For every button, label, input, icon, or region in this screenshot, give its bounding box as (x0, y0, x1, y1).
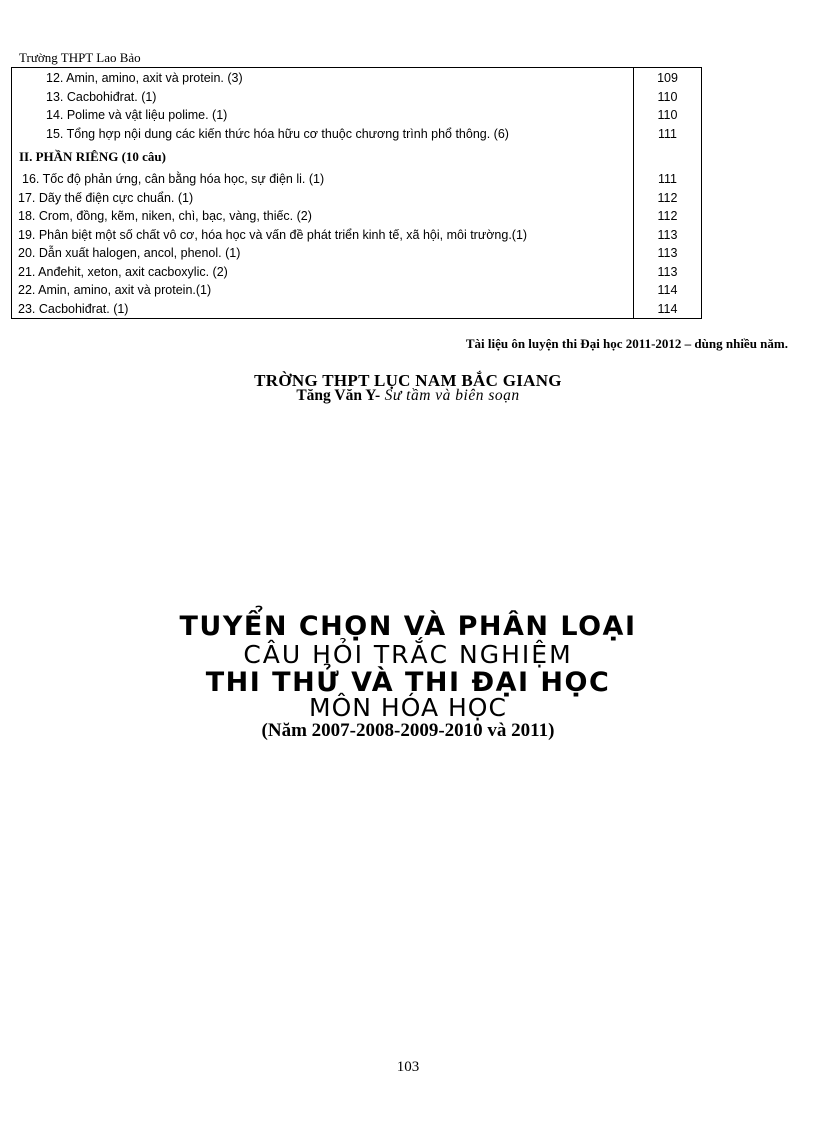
toc-row (12, 281, 702, 300)
toc-row (12, 88, 702, 107)
toc-entry-page: 111 (657, 172, 677, 186)
toc-entry-title: 23. Cacbohiđrat. (1) (12, 300, 634, 319)
toc-entry-page: 109 (657, 71, 678, 85)
toc-entry-title: 20. Dẫn xuất halogen, ancol, phenol. (1) (12, 244, 634, 263)
toc-entry-page: 110 (657, 89, 678, 104)
toc-entry-page: 114 (657, 283, 678, 297)
toc-entry-title: 15. Tổng hợp nội dung các kiến thức hóa hữu cơ thuộc chương trình phổ thông. (6) (12, 125, 634, 144)
toc-entry-page: 111 (657, 126, 677, 141)
toc-row (12, 189, 702, 208)
toc-row (12, 244, 702, 263)
toc-entry-page: 110 (657, 108, 678, 122)
header-school-name: Trường THPT Lao Bảo (19, 50, 141, 65)
toc-entry-title: 12. Amin, amino, axit và protein. (3) (12, 68, 634, 88)
toc-entry-title: 22. Amin, amino, axit và protein.(1) (12, 281, 634, 300)
toc-entry-title: 17. Dãy thế điện cực chuẩn. (1) (12, 189, 634, 208)
toc-row (12, 68, 702, 88)
school-heading: TRỜNG THPT LỤC NAM BẮC GIANG (254, 371, 562, 390)
toc-row (12, 263, 702, 282)
author-line (0, 387, 816, 405)
toc-entry-title: 19. Phân biệt một số chất vô cơ, hóa học và vấn đề phát triển kinh tế, xã hội, môi trường.(1) (12, 226, 634, 245)
toc-entry-page: 112 (657, 209, 678, 223)
toc-section-title: II. PHẦN RIÊNG (10 câu) (12, 143, 634, 170)
book-title (0, 611, 816, 722)
toc-entry-title: 14. Polime và vật liệu polime. (1) (12, 106, 634, 125)
toc-row (12, 106, 702, 125)
toc-entry-page: 114 (657, 301, 678, 316)
author-role: Sư tầm và biên soạn (380, 387, 520, 404)
book-title-line-3: THI THỬ VÀ THI ĐẠI HỌC (205, 667, 611, 698)
toc-row (12, 207, 702, 226)
toc-section-row (12, 143, 702, 170)
book-title-line-1: TUYỂN CHỌN VÀ PHÂN LOẠI (179, 611, 637, 642)
toc-row (12, 300, 702, 319)
toc-entry-page: 113 (657, 246, 678, 260)
toc-entry-title: 18. Crom, đồng, kẽm, niken, chì, bạc, vàng, thiếc. (2) (12, 207, 634, 226)
book-title-line-2: CÂU HỎI TRẮC NGHIỆM (243, 640, 573, 669)
toc-entry-page: 113 (657, 227, 678, 242)
table-of-contents (11, 67, 702, 319)
toc-entry-title: 21. Anđehit, xeton, axit cacboxylic. (2) (12, 263, 634, 282)
toc-entry-page: 112 (657, 190, 678, 205)
page-number: 103 (396, 1059, 420, 1075)
author-name: Tăng Văn Y- (296, 387, 381, 404)
toc-entry-page: 113 (657, 264, 678, 279)
toc-entry-title: 13. Cacbohiđrat. (1) (12, 88, 634, 107)
book-years: (Năm 2007-2008-2009-2010 và 2011) (261, 720, 555, 741)
book-title-line-4: MÔN HÓA HỌC (309, 693, 507, 722)
toc-row (12, 226, 702, 245)
toc-entry-title: 16. Tốc độ phản ứng, cân bằng hóa học, sự điện li. (1) (12, 170, 634, 189)
toc-row (12, 170, 702, 189)
document-caption: Tài liệu ôn luyện thi Đại học 2011-2012 – dùng nhiều năm. (465, 336, 788, 351)
toc-row (12, 125, 702, 144)
